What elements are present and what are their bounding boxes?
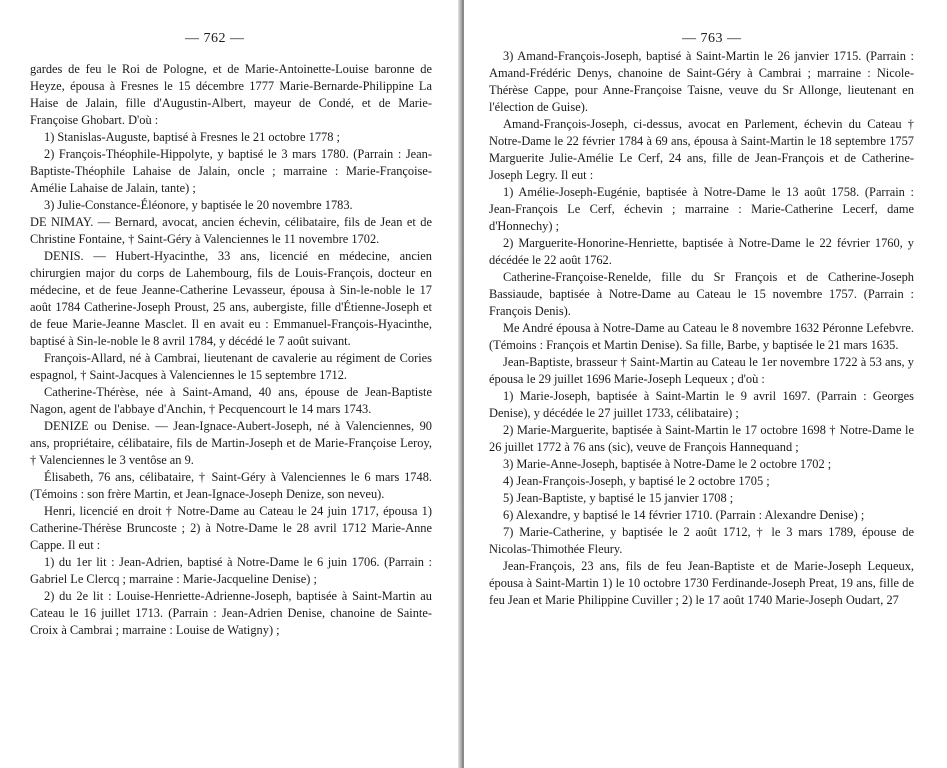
list-item: 2) François-Théophile-Hippolyte, y baptisé le 3 mars 1780. (Parrain : Jean-Baptiste-Théophile Lahaise de Jalain, oncle ; marraine : Marie-Françoise-Amélie Lahaise de Jalain, tante) ; xyxy=(30,147,432,195)
list-item: 1) Marie-Joseph, baptisée à Saint-Martin le 9 avril 1697. (Parrain : Georges Denise), y décédée le 27 juillet 1733, célibataire) ; xyxy=(489,389,914,420)
left-page xyxy=(0,0,462,768)
list-item: 4) Jean-François-Joseph, y baptisé le 2 octobre 1705 ; xyxy=(503,474,770,488)
list-item: 3) Marie-Anne-Joseph, baptisée à Notre-Dame le 2 octobre 1702 ; xyxy=(503,457,832,471)
list-item: 3) Amand-François-Joseph, baptisé à Saint-Martin le 26 janvier 1715. (Parrain : Amand-Frédéric Denys, chanoine de Saint-Géry à Cambrai ; marraine : Nicole-Thérèse Cappe, pour Anne-Françoise Taisne, veuve du Sr Allonge, lieutenant en l'élection de Guise). xyxy=(489,49,914,114)
page-number: — 763 — xyxy=(682,31,742,46)
paragraph: gardes de feu le Roi de Pologne, et de Marie-Antoinette-Louise baronne de Heyze, épousa à Fresnes le 15 décembre 1777 Marie-Bernarde-Philippine La Haise de Jalain, fille d'Augustin-Albert, mayeur de Condé, et de Marie-Françoise Ghobart. D'où : xyxy=(30,62,432,127)
paragraph: François-Allard, né à Cambrai, lieutenant de cavalerie au régiment de Cories espagnol, † Saint-Jacques à Valenciennes le 15 septembre 1712. xyxy=(30,351,432,382)
paragraph: DENIS. — Hubert-Hyacinthe, 33 ans, licencié en médecine, ancien chirurgien major du corps de Lahembourg, fils de Louis-François, docteur en médecine, et de feue Jeanne-Catherine Levasseur, épousa à Sin-le-noble le 17 août 1784 Catherine-Joseph Proust, 25 ans, aubergiste, fille d'Étienne-Joseph et de feue Marie-Jeanne Masclet. Il en avait eu : Emmanuel-François-Hyacinthe, baptisé à Sin-le-noble le 8 avril 1784, y décédé le 7 août suivant. xyxy=(30,249,432,348)
list-item: 5) Jean-Baptiste, y baptisé le 15 janvier 1708 ; xyxy=(503,491,734,505)
list-item: 6) Alexandre, y baptisé le 14 février 1710. (Parrain : Alexandre Denise) ; xyxy=(503,508,865,522)
page-number: — 762 — xyxy=(185,31,245,46)
list-item: 2) Marguerite-Honorine-Henriette, baptisée à Notre-Dame le 22 février 1760, y décédée le 22 août 1762. xyxy=(489,236,914,267)
right-page xyxy=(464,0,947,768)
paragraph: Jean-François, 23 ans, fils de feu Jean-Baptiste et de Marie-Joseph Lequeux, épousa à Saint-Martin 1) le 10 octobre 1730 Ferdinande-Joseph Preat, 19 ans, fille de feu Jean et Marie Philippine Cuviller ; 2) le 17 août 1740 Marie-Joseph Oudart, 27 xyxy=(489,559,914,607)
paragraph: Amand-François-Joseph, ci-dessus, avocat en Parlement, échevin du Cateau † Notre-Dame le 22 février 1784 à 69 ans, épousa à Saint-Martin le 18 septembre 1757 Marguerite Julie-Amélie Le Cerf, 24 ans, fille de Jean-François et de Catherine-Joseph Legry. Il eut : xyxy=(489,117,914,182)
paragraph: Me André épousa à Notre-Dame au Cateau le 8 novembre 1632 Péronne Lefebvre. (Témoins : François et Martin Denise). Sa fille, Barbe, y baptisée le 21 mars 1635. xyxy=(489,321,914,352)
list-item: 7) Marie-Catherine, y baptisée le 2 août 1712, † le 3 mars 1789, épouse de Nicolas-Thimothée Fleury. xyxy=(489,525,914,556)
paragraph: Henri, licencié en droit † Notre-Dame au Cateau le 24 juin 1717, épousa 1) Catherine-Thérèse Bruncoste ; 2) à Notre-Dame le 28 avril 1712 Marie-Anne Cappe. Il eut : xyxy=(30,504,432,552)
paragraph: Jean-Baptiste, brasseur † Saint-Martin au Cateau le 1er novembre 1722 à 53 ans, y épousa le 29 juillet 1696 Marie-Joseph Lequeux ; d'où : xyxy=(489,355,914,386)
paragraph: Catherine-Thérèse, née à Saint-Amand, 40 ans, épouse de Jean-Baptiste Nagon, agent de l'abbaye d'Anchin, † Pecquencourt le 14 mars 1743. xyxy=(30,385,432,416)
list-item: 2) du 2e lit : Louise-Henriette-Adrienne-Joseph, baptisée à Saint-Martin au Cateau le 16 juillet 1713. (Parrain : Jean-Adrien Denise, chanoine de Sainte-Croix à Cambrai ; marraine : Louise de Watigny) ; xyxy=(30,589,432,637)
paragraph: Élisabeth, 76 ans, célibataire, † Saint-Géry à Valenciennes le 6 mars 1748. (Témoins : son frère Martin, et Jean-Ignace-Joseph Denize, son neveu). xyxy=(30,470,432,501)
list-item: 1) du 1er lit : Jean-Adrien, baptisé à Notre-Dame le 6 juin 1706. (Parrain : Gabriel Le Clercq ; marraine : Marie-Jacqueline Denise) ; xyxy=(30,555,432,586)
list-item: 3) Julie-Constance-Éléonore, y baptisée le 20 novembre 1783. xyxy=(44,198,353,212)
list-item: 1) Amélie-Joseph-Eugénie, baptisée à Notre-Dame le 13 août 1758. (Parrain : Jean-François Le Cerf, échevin ; marraine : Marie-Catherine Lecerf, dame d'Honnechy) ; xyxy=(489,185,914,233)
page-text xyxy=(489,48,914,609)
list-item: 2) Marie-Marguerite, baptisée à Saint-Martin le 17 octobre 1698 † Notre-Dame le 26 juillet 1772 à 76 ans (sic), veuve de François Hannequand ; xyxy=(489,423,914,454)
page-text xyxy=(30,61,432,639)
paragraph: DENIZE ou Denise. — Jean-Ignace-Aubert-Joseph, né à Valenciennes, 90 ans, propriétaire, célibataire, fils de Martin-Joseph et de Marie-Françoise Leroy, † Valenciennes le 3 ventôse an 9. xyxy=(30,419,432,467)
paragraph: DE NIMAY. — Bernard, avocat, ancien échevin, célibataire, fils de Jean et de Christine Fontaine, † Saint-Géry à Valenciennes le 11 novembre 1702. xyxy=(30,215,432,246)
paragraph: Catherine-Françoise-Renelde, fille du Sr François et de Catherine-Joseph Bassiaude, baptisée à Notre-Dame au Cateau le 15 novembre 1757. (Parrain : François Denis). xyxy=(489,270,914,318)
list-item: 1) Stanislas-Auguste, baptisé à Fresnes le 21 octobre 1778 ; xyxy=(44,130,340,144)
